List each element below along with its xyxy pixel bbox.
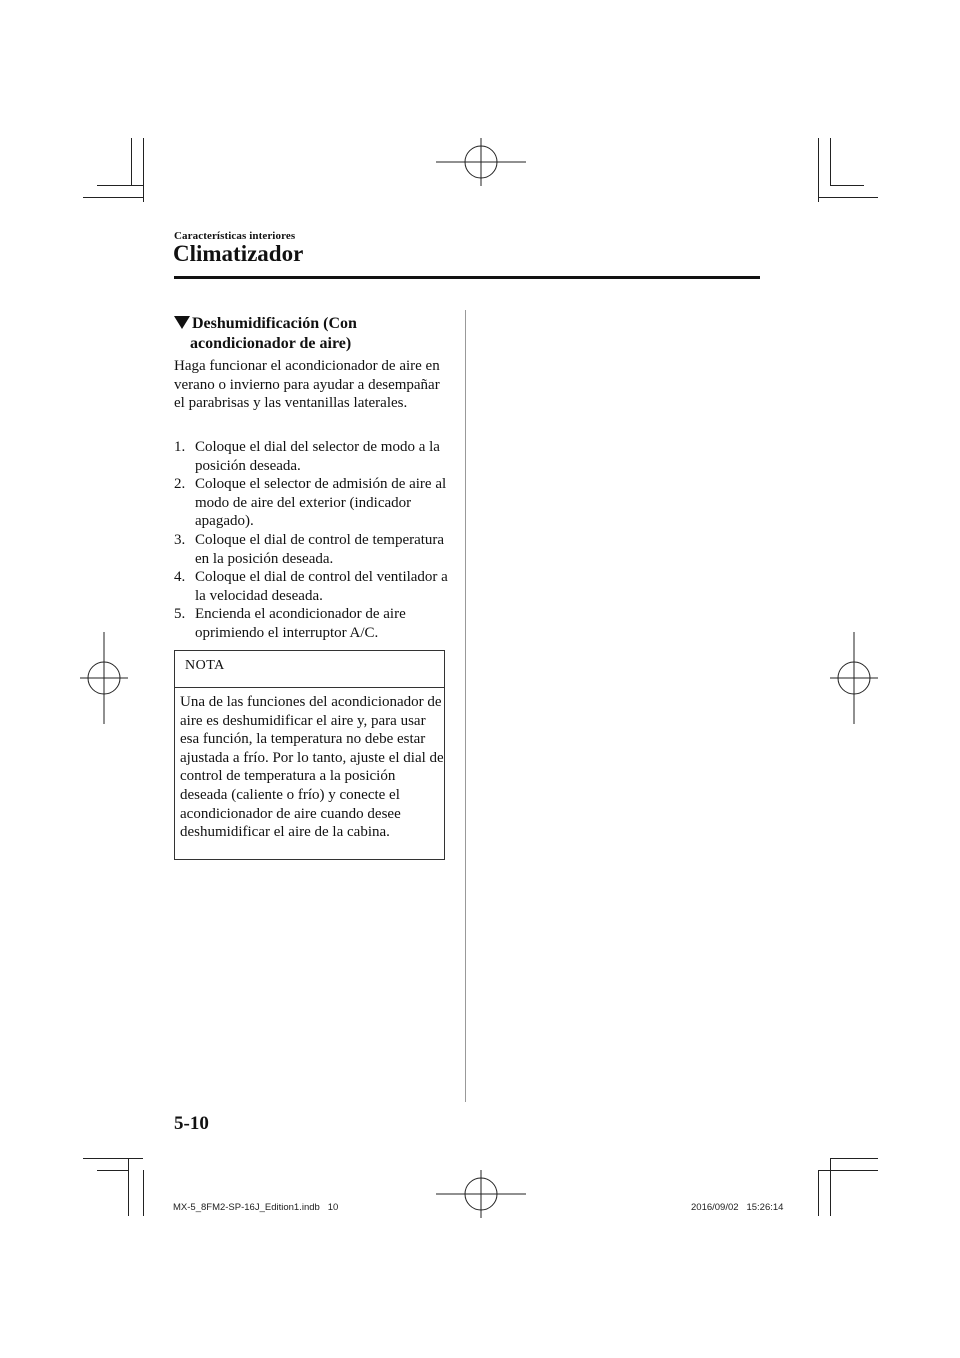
note-box: [174, 650, 445, 860]
heading-line-2: acondicionador de aire): [190, 335, 352, 352]
list-item: [174, 438, 459, 475]
note-text: Una de las funciones del acondicionador de aire es deshumidificar el aire y, para usar esa función, la temperatura no debe estar ajustada a frío. Por lo tanto, ajuste el dial de control de temperatura a la posición deseada (caliente o frío) y conecte el acondicionador de aire cuando desee deshumidificar el aire de la cabina.: [180, 694, 444, 841]
heading-line-1: Deshumidificación (Con: [192, 315, 357, 332]
section-label: Características interiores: [174, 230, 296, 242]
crop-mark: [830, 138, 831, 185]
intro-paragraph: Haga funcionar el acondicionador de aire en verano o invierno para ayudar a desempañar el parabrisas y las ventanillas laterales.: [174, 358, 440, 412]
crop-mark: [830, 185, 864, 186]
column-divider: [465, 310, 466, 1102]
step-number: 3.: [174, 531, 186, 548]
step-number: 2.: [174, 476, 186, 493]
note-title: NOTA: [175, 651, 444, 688]
footer-file: MX-5_8FM2-SP-16J_Edition1.indb 10: [173, 1202, 339, 1213]
step-number: 4.: [174, 569, 186, 586]
crosshair-icon: [80, 632, 128, 724]
list-item: [174, 568, 459, 605]
crop-mark: [830, 1158, 878, 1159]
crop-mark: [83, 1158, 143, 1159]
crop-mark: [128, 1158, 129, 1216]
step-text: Coloque el dial de control del ventilador a la velocidad deseada.: [195, 569, 448, 604]
step-text: Encienda el acondicionador de aire oprimiendo el interruptor A/C.: [195, 606, 406, 641]
title-rule: [174, 276, 760, 279]
list-item: [174, 531, 459, 568]
step-number: 5.: [174, 606, 186, 623]
crop-mark: [83, 197, 143, 198]
step-text: Coloque el dial del selector de modo a la posición deseada.: [195, 439, 440, 474]
steps-list: [174, 438, 459, 643]
step-number: 1.: [174, 439, 186, 455]
page-number: 5-10: [174, 1113, 209, 1134]
crop-mark: [143, 138, 144, 202]
crop-mark: [818, 197, 878, 198]
page-title: Climatizador: [173, 241, 304, 266]
section-heading: [174, 314, 444, 354]
crop-mark: [143, 1170, 144, 1216]
crop-mark: [818, 1170, 819, 1216]
list-item: [174, 605, 459, 642]
crosshair-icon: [436, 1170, 526, 1218]
crop-mark: [97, 1170, 129, 1171]
crosshair-icon: [830, 632, 878, 724]
crop-mark: [131, 138, 132, 185]
crop-mark: [97, 185, 143, 186]
crop-mark: [818, 138, 819, 202]
footer-timestamp: 2016/09/02 15:26:14: [691, 1202, 784, 1213]
step-text: Coloque el selector de admisión de aire al modo de aire del exterior (indicador apagado).: [195, 476, 447, 530]
list-item: [174, 475, 459, 531]
crop-mark: [830, 1158, 831, 1216]
step-text: Coloque el dial de control de temperatura en la posición deseada.: [195, 531, 445, 567]
triangle-down-icon: [174, 316, 190, 329]
crosshair-icon: [436, 138, 526, 186]
crop-mark: [818, 1170, 878, 1171]
